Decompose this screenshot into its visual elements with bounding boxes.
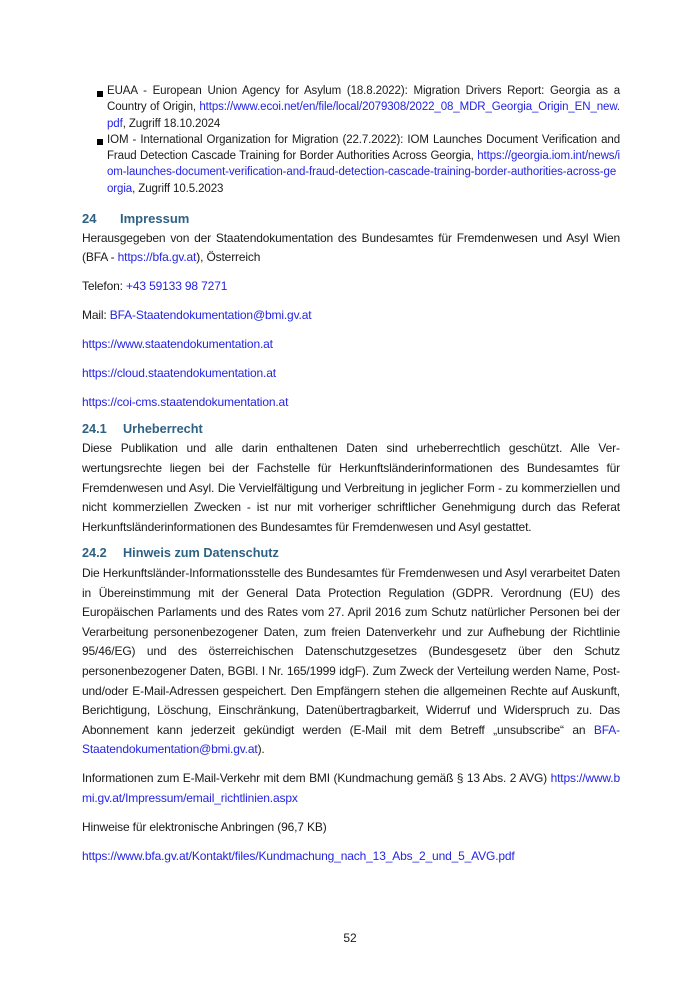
- bibliography-entry-suffix: , Zugriff 10.5.2023: [132, 182, 224, 195]
- section-heading-datenschutz: [82, 544, 620, 564]
- bmi-email-richtlinien-link[interactable]: https://www.bmi.gv.at/Impressum/email_richtlinien.aspx: [82, 771, 620, 805]
- bibliography-entry-text: EUAA - European Union Agency for Asylum (18.8.2022): Migration Drivers Report: Georgia as a Country of Origin,: [107, 85, 620, 114]
- section-number: 24: [82, 211, 97, 227]
- datenschutz-paragraph: [82, 564, 620, 760]
- bibliography-item: [82, 83, 620, 132]
- section-title: Hinweis zum Datenschutz: [123, 546, 279, 561]
- website-line: [82, 335, 620, 355]
- datenschutz-text: Die Herkunftsländer-Informationsstelle des Bundesamtes für Fremdenwesen und Asyl verarbeitet Daten in Übereinstimmung mit der General Data Protection Regulation (GDPR. Verordnung (EU) des Europäischen Parlaments und des Rates vom 27. April 2016 zum Schutz natürlicher Personen bei der Verarbeitung personenbezogener Daten, zum freien Datenverkehr und zur Aufhebung der Richtlinie 95/46/EG) und des österreichischen Datenschutzgesetzes (Bundesgesetz über den Schutz personenbezogener Daten, BGBl. I Nr. 165/1999 idgF). Zum Zweck der Verteilung werden Name, Post- und/oder E-Mail-Adressen gespeichert. Den Empfängern stehen die allgemeinen Rechte auf Auskunft, Berichtigung, Löschung, Einschränkung, Datenübertragbarkeit, Widerruf und Widerspruch zu. Das Abonnement kann jederzeit gekündigt werden (E-Mail mit dem Betreff „unsubscribe“ an: [82, 565, 620, 737]
- email-address-link[interactable]: BFA-Staatendokumentation@bmi.gv.at: [109, 308, 312, 323]
- unsubscribe-email-link[interactable]: BFA-Staatendokumentation@bmi.gv.at: [82, 722, 620, 757]
- cloud-staatendokumentation-link[interactable]: https://cloud.staatendokumentation.at: [82, 366, 276, 381]
- bfa-website-link[interactable]: https://bfa.gv.at: [117, 250, 197, 265]
- website-line: [82, 364, 620, 384]
- telefon-line: [82, 277, 620, 297]
- coi-cms-staatendokumentation-link[interactable]: https://coi-cms.staatendokumentation.at: [82, 395, 289, 410]
- email-info-paragraph: [82, 769, 620, 808]
- datenschutz-suffix: ).: [257, 742, 265, 757]
- section-heading-impressum: [82, 209, 620, 229]
- email-info-text: Informationen zum E-Mail-Verkehr mit dem BMI (Kundmachung gemäß § 13 Abs. 2 AVG): [82, 771, 551, 786]
- bibliography-entry-suffix: , Zugriff 18.10.2024: [122, 117, 221, 130]
- section-heading-urheberrecht: [82, 420, 620, 440]
- kundmachung-line: [82, 847, 620, 867]
- bibliography-entry-text: IOM - International Organization for Migration (22.7.2022): IOM Launches Document Verification and Fraud Detection Cascade Training for Border Authorities Across Georgia,: [107, 133, 620, 163]
- bullet-square-icon: [97, 91, 103, 97]
- website-line: [82, 393, 620, 413]
- bullet-square-icon: [97, 139, 103, 145]
- mail-label: Mail:: [82, 308, 110, 323]
- mail-line: [82, 306, 620, 326]
- bibliography-url-link[interactable]: https://georgia.iom.int/news/iom-launches-document-verification-and-fraud-detection-cascade-training-border-authorities-across-georgia: [107, 150, 620, 195]
- section-number: 24.1: [82, 421, 107, 436]
- section-title: Urheberrecht: [123, 421, 203, 436]
- page-number: 52: [343, 931, 357, 945]
- staatendokumentation-link[interactable]: https://www.staatendokumentation.at: [82, 337, 273, 352]
- section-title: Impressum: [120, 211, 190, 227]
- hinweise-line: Hinweise für elektronische Anbringen (96,7 KB): [82, 819, 327, 834]
- phone-number-link[interactable]: +43 59133 98 7271: [126, 279, 228, 294]
- telefon-label: Telefon:: [82, 279, 127, 294]
- section-number: 24.2: [82, 546, 107, 561]
- publisher-paragraph: [82, 229, 620, 268]
- bibliography-item: [82, 132, 620, 197]
- publisher-text: Herausgegeben von der Staatendokumentation des Bundesamtes für Fremdenwesen und Asyl Wien (BFA -: [82, 230, 620, 265]
- urheberrecht-paragraph: Diese Publikation und alle darin enthaltenen Daten sind urheberrechtlich geschützt. Alle Verwertungsrechte liegen bei der Fachstelle für Herkunftsländerinformationen des Bundesamtes für Fremdenwesen und Asyl. Die Vervielfältigung und Verbreitung in jeglicher Form - zu kommerziellen und nicht kommerziellen Zwecken - ist nur mit vorheriger schriftlicher Genehmigung durch das Referat Herkunftsländerinformationen des Bundesamtes für Fremdenwesen und Asyl gestattet.: [82, 441, 620, 534]
- kundmachung-pdf-link[interactable]: https://www.bfa.gv.at/Kontakt/files/Kundmachung_nach_13_Abs_2_und_5_AVG.pdf: [82, 848, 515, 863]
- publisher-suffix: ), Österreich: [196, 250, 261, 265]
- bibliography-list: [82, 83, 620, 197]
- bibliography-url-link[interactable]: https://www.ecoi.net/en/file/local/2079308/2022_08_MDR_Georgia_Origin_EN_new.pdf: [107, 101, 620, 130]
